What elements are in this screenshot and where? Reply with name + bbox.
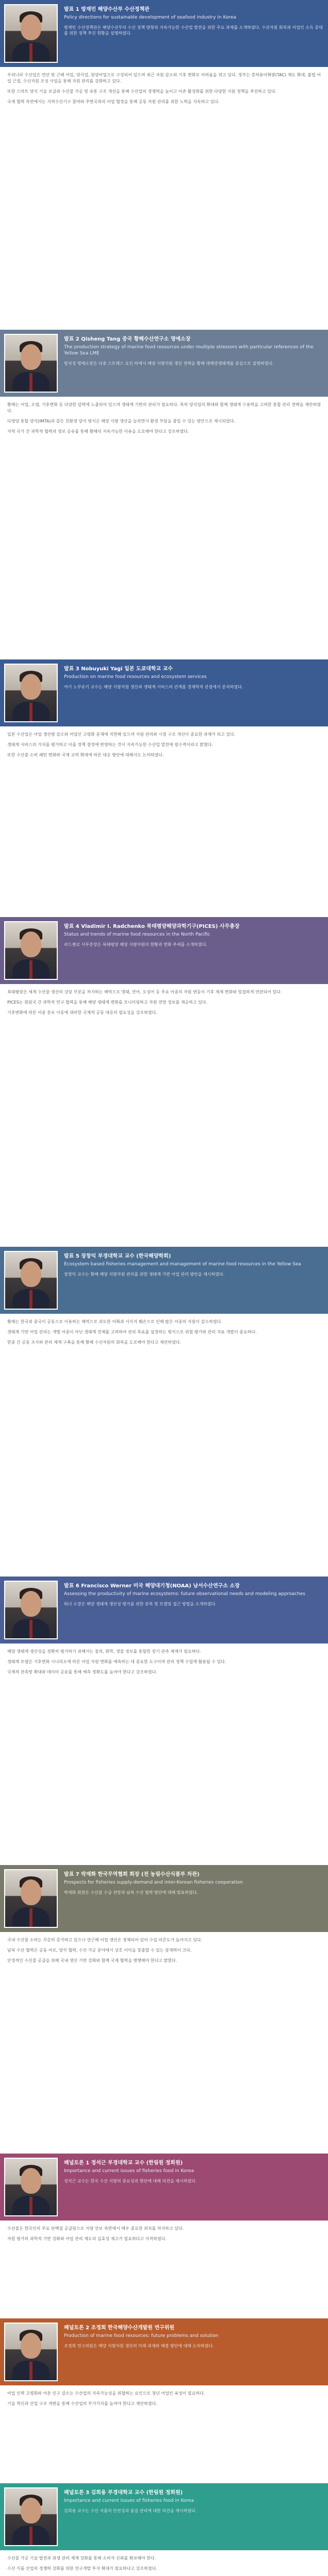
section-header — [0, 0, 328, 67]
section-intro: 장창익 교수는 황해 해양 식량자원 관리를 위한 생태계 기반 어업 관리 방안을 제시하였다. — [64, 1272, 225, 1277]
section-subtitle: Ecosystem based fisheries management and management of marine food resources in the Yellow Sea — [64, 1262, 301, 1267]
panel-section — [0, 2318, 328, 2483]
section-intro: 야기 노부유키 교수는 해양 식량자원 생산과 생태계 서비스의 관계를 경제학적 관점에서 분석하였다. — [64, 685, 243, 689]
section-intro: 탕치성 명예소장은 다중 스트레스 요인 하에서 해양 식량자원 생산 전략을 황해 대해양생태계를 중심으로 설명하였다. — [64, 361, 274, 366]
section-title: 발표 7 박재화 한국무역협회 회장 (전 농림수산식품부 차관) — [64, 1872, 200, 1877]
section-subtitle: Importance and current issues of fisheries food in Korea — [64, 2168, 194, 2174]
body-paragraph: 기후변화에 따른 어종 분포 이동에 대비한 국제적 공동 대응의 필요성을 강조하였다. — [7, 1010, 157, 1015]
body-paragraph: 생태계 기반 어업 관리는 개별 어종이 아닌 생태계 전체를 고려하여 관리 목표를 설정하는 방식으로 위험 평가와 관리 지표 개발이 중요하다. — [7, 1330, 257, 1334]
section-subtitle: Policy directions for sustainable development of seafood industry in Korea — [64, 15, 237, 20]
section-title: 발표 2 Qisheng Tang 중국 황해수산연구소 명예소장 — [64, 336, 191, 342]
body-paragraph: 일본 수산업은 어업 생산량 감소와 어업인 고령화 문제에 직면해 있으며 자원 관리와 시장 구조 개선이 중요한 과제가 되고 있다. — [7, 732, 236, 737]
body-paragraph: 또한 스마트 양식 기술 보급과 수산물 가공 및 유통 구조 개선을 통해 수산업의 경쟁력을 높이고 어촌 활성화를 위한 다양한 지원 정책을 추진하고 있다. — [7, 89, 277, 94]
body-paragraph: 생태계 모델은 기후변화 시나리오에 따른 어업 자원 변화를 예측하는 데 중요한 도구이며 관리 정책 수립에 활용될 수 있다. — [7, 1659, 226, 1664]
presentation-section — [0, 1865, 328, 2154]
section-header — [0, 1865, 328, 1932]
section-body — [0, 397, 328, 445]
section-title: 발표 4 Vladimir I. Radchenko 북태평양해양과학기구(PICES) 사무총장 — [64, 924, 240, 929]
speaker-photo — [4, 2158, 58, 2216]
body-paragraph: 국제 협력 측면에서는 지역수산기구 참여와 주변국과의 어업 협정을 통해 공동 자원 관리를 위한 노력을 지속하고 있다. — [7, 99, 220, 104]
section-header — [0, 659, 328, 726]
speaker-photo — [4, 664, 58, 722]
section-header — [0, 1247, 328, 1314]
body-paragraph: 생태계 서비스의 가치를 평가하고 이를 정책 결정에 반영하는 것이 지속가능한 수산업 발전에 필수적이라고 밝혔다. — [7, 742, 213, 747]
body-paragraph: 수산물은 한국인의 주요 단백질 공급원으로 식량 안보 측면에서 매우 중요한 위치를 차지하고 있다. — [7, 2226, 184, 2231]
section-subtitle: Status and trends of marine food resources in the North Pacific — [64, 932, 210, 937]
section-header — [0, 2154, 328, 2221]
body-paragraph: 국내 수산물 소비는 꾸준히 증가하고 있으나 연근해 어업 생산은 정체되어 있어 수입 의존도가 높아지고 있다. — [7, 1938, 203, 1942]
body-paragraph: PICES는 회원국 간 과학적 연구 협력을 통해 해양 생태계 변화를 모니터링하고 자원 전망 정보를 제공하고 있다. — [7, 1000, 208, 1005]
section-body — [0, 1932, 328, 1974]
section-subtitle: Production of marine food resources: future problems and solution — [64, 2333, 219, 2338]
body-paragraph: 기술 혁신과 산업 구조 개편을 통해 수산업의 부가가치를 높여야 한다고 제안하였다. — [7, 2401, 157, 2406]
body-paragraph: 수산 식품 산업의 경쟁력 강화를 위한 연구개발 투자 확대가 필요하다고 강조하였다. — [7, 2566, 157, 2571]
section-body — [0, 67, 328, 115]
body-paragraph: 국제적 관측망 확대와 데이터 공유를 통해 예측 정확도를 높여야 한다고 강조하였다. — [7, 1670, 157, 1674]
body-paragraph: 황해는 한국과 중국이 공동으로 이용하는 해역으로 과도한 어획과 서식지 훼손으로 인해 많은 어종의 자원이 감소하였다. — [7, 1319, 222, 1324]
section-title: 발표 1 방재민 해양수산부 수산정책관 — [64, 7, 150, 12]
speaker-photo — [4, 1869, 58, 1928]
body-paragraph: 안정적인 수산물 공급을 위해 국내 생산 기반 강화와 함께 국제 협력을 병행해야 한다고 밝혔다. — [7, 1958, 177, 1963]
section-subtitle: Production on marine food resources and ecosystem services — [64, 674, 207, 680]
section-title: 패널토론 2 조정희 한국해양수산개발원 연구위원 — [64, 2325, 175, 2331]
section-title: 발표 3 Nobuyuki Yagi 일본 도쿄대학교 교수 — [64, 666, 173, 672]
section-intro: 조정희 연구위원은 해양 식량자원 생산의 미래 과제와 해결 방안에 대해 논의하였다. — [64, 2344, 214, 2348]
speaker-photo — [4, 921, 58, 980]
body-paragraph: 북태평양은 세계 수산물 생산의 상당 부분을 차지하는 해역으로 명태, 연어, 오징어 등 주요 어종의 자원 변동이 기후 체제 변화와 밀접하게 연관되어 있다. — [7, 990, 282, 994]
section-title: 발표 6 Francisco Werner 미국 해양대기청(NOAA) 남서수산연구소 소장 — [64, 1583, 240, 1589]
section-intro: 김희용 교수는 수산 식품의 안전성과 품질 관리에 대한 의견을 제시하였다. — [64, 2509, 197, 2513]
section-body — [0, 1314, 328, 1356]
panel-section — [0, 2483, 328, 2576]
speaker-photo — [4, 2487, 58, 2546]
presentation-section — [0, 1247, 328, 1577]
body-paragraph: 또한 수산물 소비 패턴 변화와 국제 교역 확대에 따른 대응 방안에 대해서도 논의하였다. — [7, 753, 164, 757]
body-paragraph: 자원 평가의 과학적 기반 강화와 어업 관리 제도의 실효성 제고가 필요하다고 지적하였다. — [7, 2236, 167, 2241]
section-body — [0, 2221, 328, 2252]
body-paragraph: 지역 국가 간 과학적 협력과 정보 공유를 통해 황해의 지속가능한 이용을 도모해야 한다고 강조하였다. — [7, 429, 189, 434]
speaker-photo — [4, 1581, 58, 1639]
section-header — [0, 330, 328, 397]
speaker-photo — [4, 4, 58, 63]
presentation-section — [0, 0, 328, 330]
section-header — [0, 917, 328, 984]
speaker-photo — [4, 2323, 58, 2381]
presentation-section — [0, 659, 328, 917]
body-paragraph: 남북 수산 협력은 공동 어로, 양식 협력, 수산 가공 분야에서 상호 이익을 창출할 수 있는 잠재력이 크다. — [7, 1948, 192, 1953]
presentation-section — [0, 917, 328, 1247]
section-title: 패널토론 3 김희용 부경대학교 교수 (한림원 정회원) — [64, 2490, 183, 2496]
section-subtitle: The production strategy of marine food resources under multiple stressors with particular references of the Yellow Sea LME — [64, 345, 314, 356]
section-intro: 방재민 수산정책관은 해양수산부의 수산 정책 방향과 지속가능한 수산업 발전을 위한 주요 과제를 소개하였다. 수산자원 회복과 어업인 소득 증대를 위한 정책 추진 현황을 설명하였다. — [64, 25, 323, 36]
section-header — [0, 1577, 328, 1643]
speaker-photo — [4, 334, 58, 393]
body-paragraph: 수산물 가공 기술 발전과 위생 관리 체계 강화를 통해 소비자 신뢰를 확보해야 한다. — [7, 2556, 156, 2561]
section-title: 패널토론 1 정석근 부경대학교 교수 (한림원 정회원) — [64, 2160, 183, 2166]
presentation-section — [0, 330, 328, 659]
panel-section — [0, 2154, 328, 2318]
body-paragraph: 어업 인력 고령화와 어촌 인구 감소는 수산업의 지속가능성을 위협하는 요인으로 청년 어업인 육성이 필요하다. — [7, 2391, 205, 2396]
body-paragraph: 황해는 어업, 오염, 기후변화 등 다양한 압력에 노출되어 있으며 생태계 기반의 관리가 필요하다. 특히 양식업의 확대와 함께 생태계 수용력을 고려한 통합 관리 전략을 제안하였다. — [7, 402, 321, 413]
section-body — [0, 1643, 328, 1686]
section-intro: 박재화 회장은 수산물 수급 전망과 남북 수산 협력 방안에 대해 발표하였다. — [64, 1890, 198, 1895]
section-subtitle: Importance and current issues of fisheries food in Korea — [64, 2498, 194, 2503]
body-paragraph: 우리나라 수산업은 연안 및 근해 어업, 양식업, 원양어업으로 구성되어 있으며 최근 자원 감소와 기후 변화로 어려움을 겪고 있다. 정부는 총허용어획량(TAC) 제도 확대, 불법 어업 근절, 수산자원 조성 사업을 통해 자원 관리를 강화하고 있다. — [7, 73, 321, 83]
section-subtitle: Prospects for fisheries supply-demand and inter-Korean fisheries cooperation — [64, 1880, 243, 1885]
section-body — [0, 984, 328, 1026]
section-title: 발표 5 장창익 부경대학교 교수 (한국해양학회) — [64, 1253, 171, 1259]
section-header — [0, 2318, 328, 2385]
body-paragraph: 해양 생태계 생산성을 정확히 평가하기 위해서는 물리, 화학, 생물 정보를 통합한 장기 관측 체계가 필요하다. — [7, 1649, 201, 1654]
speaker-photo — [4, 1251, 58, 1310]
body-paragraph: 다영양 통합 양식(IMTA)과 같은 친환경 양식 방식은 해양 식량 생산을 늘리면서 환경 부담을 줄일 수 있는 방안으로 제시되었다. — [7, 419, 235, 423]
section-body — [0, 2550, 328, 2576]
section-body — [0, 726, 328, 769]
body-paragraph: 한중 간 공동 조사와 관리 체계 구축을 통해 황해 수산자원의 회복을 도모해야 한다고 제언하였다. — [7, 1340, 181, 1345]
section-subtitle: Assessing the productivity of marine ecosystems: future observational needs and modeling approaches — [64, 1591, 305, 1597]
presentation-section — [0, 1577, 328, 1865]
section-intro: 워너 소장은 해양 생태계 생산성 평가를 위한 관측 및 모델링 접근 방법을 소개하였다. — [64, 1602, 217, 1606]
section-body — [0, 2385, 328, 2417]
section-intro: 라드첸코 사무총장은 북태평양 해양 식량자원의 현황과 변화 추세를 소개하였다. — [64, 942, 207, 947]
section-intro: 정석근 교수는 한국 수산 식량의 중요성과 현안에 대해 의견을 제시하였다. — [64, 2179, 197, 2183]
section-header — [0, 2483, 328, 2550]
